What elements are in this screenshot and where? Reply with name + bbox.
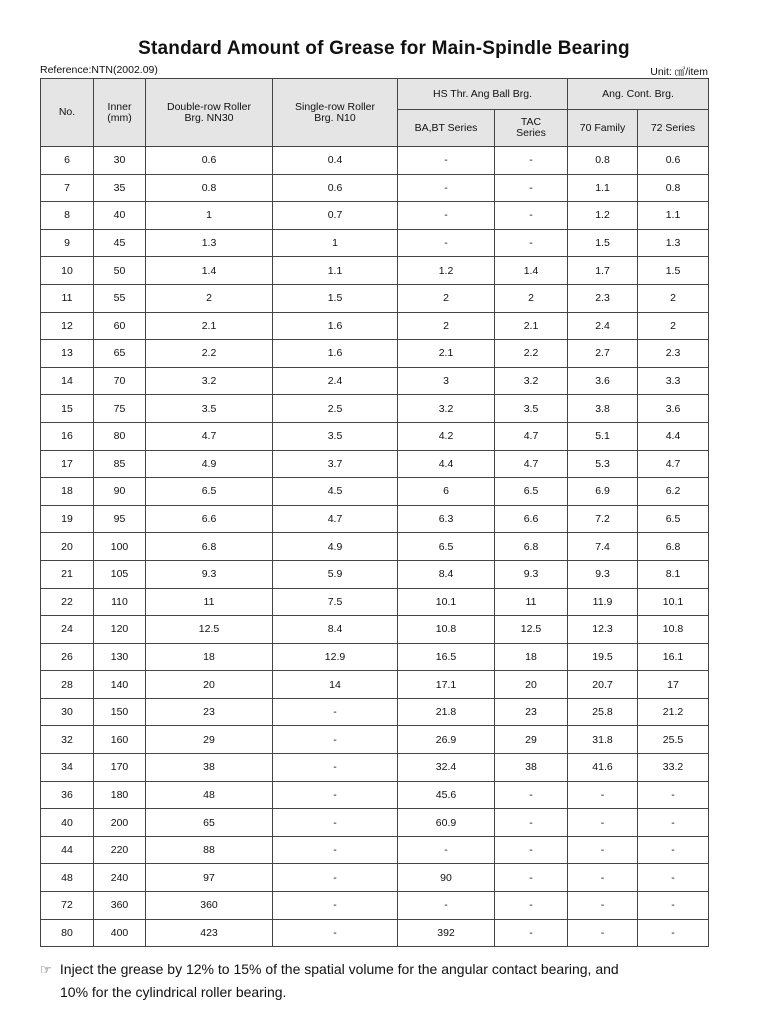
table-cell: 9.3 [146,560,273,588]
table-cell: 6.5 [638,505,709,533]
table-cell: 48 [41,864,94,892]
table-cell: 11 [146,588,273,616]
table-cell: - [273,836,398,864]
table-cell: 6.6 [495,505,568,533]
table-cell: 9 [41,229,94,257]
table-cell: 90 [398,864,495,892]
table-cell: 8.4 [273,616,398,644]
table-cell: 5.9 [273,560,398,588]
table-cell: 4.7 [146,422,273,450]
table-cell: 400 [94,919,146,947]
table-cell: - [398,836,495,864]
table-cell: 65 [146,809,273,837]
table-row [41,726,709,754]
table-cell: 17.1 [398,671,495,699]
table-cell: - [398,147,495,175]
table-cell: 2 [146,284,273,312]
table-cell: 6.2 [638,478,709,506]
table-cell: 8.1 [638,560,709,588]
table-cell: 3 [398,367,495,395]
table-row [41,340,709,368]
table-cell: 6 [41,147,94,175]
table-cell: 3.2 [146,367,273,395]
table-row [41,671,709,699]
table-cell: 1.1 [568,174,638,202]
table-cell: 32 [41,726,94,754]
table-cell: 4.2 [398,422,495,450]
table-cell: 20 [495,671,568,699]
header-inner-line1: Inner [107,100,132,113]
table-cell: 36 [41,781,94,809]
table-cell: 8 [41,202,94,230]
table-cell: - [568,892,638,920]
table-cell: 23 [495,698,568,726]
table-cell: 2 [398,284,495,312]
table-cell: 1.4 [495,257,568,285]
table-row [41,754,709,782]
table-cell: 20 [41,533,94,561]
header-hs-group: HS Thr. Ang Ball Brg. [398,79,568,110]
table-cell: 1.3 [146,229,273,257]
table-cell: 10.1 [638,588,709,616]
table-row [41,616,709,644]
table-row [41,450,709,478]
footnote-line1: Inject the grease by 12% to 15% of the spatial volume for the angular contact bearing, and [59,961,619,977]
table-cell: 65 [94,340,146,368]
table-row [41,478,709,506]
header-nn30 [146,79,273,147]
table-cell: 140 [94,671,146,699]
table-cell: 38 [146,754,273,782]
table-cell: 2.7 [568,340,638,368]
table-cell: 130 [94,643,146,671]
table-cell: 160 [94,726,146,754]
table-cell: 10.1 [398,588,495,616]
table-row [41,174,709,202]
table-cell: 5.1 [568,422,638,450]
table-cell: - [638,892,709,920]
table-cell: 25.5 [638,726,709,754]
table-cell: 7.4 [568,533,638,561]
table-cell: 0.6 [638,147,709,175]
table-row [41,892,709,920]
table-cell: 14 [41,367,94,395]
table-cell: 30 [94,147,146,175]
table-cell: - [638,864,709,892]
table-cell: 60.9 [398,809,495,837]
table-row [41,533,709,561]
table-cell: 1.5 [273,284,398,312]
table-cell: 2.1 [495,312,568,340]
table-cell: - [568,919,638,947]
table-cell: 2.2 [495,340,568,368]
table-cell: 220 [94,836,146,864]
table-cell: 1.2 [398,257,495,285]
header-no: No. [41,79,94,147]
table-cell: 7 [41,174,94,202]
table-cell: 22 [41,588,94,616]
table-cell: 2.2 [146,340,273,368]
table-cell: 6.8 [495,533,568,561]
table-cell: 3.5 [146,395,273,423]
table-cell: 4.5 [273,478,398,506]
table-cell: 4.9 [273,533,398,561]
table-row [41,560,709,588]
table-cell: 25.8 [568,698,638,726]
table-cell: 4.7 [495,450,568,478]
table-cell: 45 [94,229,146,257]
table-cell: 4.7 [495,422,568,450]
table-cell: 2.3 [638,340,709,368]
table-cell: 3.5 [273,422,398,450]
table-cell: 2 [638,284,709,312]
table-cell: 4.7 [638,450,709,478]
table-cell: - [568,809,638,837]
table-cell: - [495,202,568,230]
table-cell: 1.2 [568,202,638,230]
table-cell: 3.7 [273,450,398,478]
header-tac [495,110,568,147]
table-header [41,79,709,147]
table-cell: - [638,836,709,864]
table-cell: 29 [495,726,568,754]
table-cell: 0.8 [146,174,273,202]
table-cell: 30 [41,698,94,726]
table-cell: - [398,174,495,202]
table-cell: 26 [41,643,94,671]
table-cell: 2.5 [273,395,398,423]
pointing-hand-icon: ☞ [40,962,52,977]
table-cell: 105 [94,560,146,588]
table-cell: 1.6 [273,312,398,340]
table-cell: 360 [146,892,273,920]
table-cell: 3.5 [495,395,568,423]
table-cell: 90 [94,478,146,506]
table-cell: 423 [146,919,273,947]
table-cell: - [568,864,638,892]
table-cell: - [273,754,398,782]
table-cell: 6.5 [146,478,273,506]
table-row [41,312,709,340]
table-cell: 9.3 [568,560,638,588]
table-cell: 1.7 [568,257,638,285]
table-cell: 16 [41,422,94,450]
table-cell: 15 [41,395,94,423]
table-cell: 20.7 [568,671,638,699]
table-cell: 360 [94,892,146,920]
table-cell: 7.5 [273,588,398,616]
table-cell: - [273,892,398,920]
table-cell: 20 [146,671,273,699]
header-72-series: 72 Series [638,110,709,147]
table-cell: - [398,202,495,230]
table-body [41,147,709,947]
table-cell: 0.8 [638,174,709,202]
table-cell: - [398,892,495,920]
table-cell: - [495,809,568,837]
table-row [41,836,709,864]
table-cell: 18 [495,643,568,671]
table-cell: - [273,726,398,754]
table-cell: 80 [94,422,146,450]
table-row [41,367,709,395]
table-cell: 240 [94,864,146,892]
table-cell: 0.6 [273,174,398,202]
table-cell: 48 [146,781,273,809]
table-cell: 17 [41,450,94,478]
table-cell: 0.8 [568,147,638,175]
table-cell: 12.5 [146,616,273,644]
table-cell: 12 [41,312,94,340]
table-cell: - [495,781,568,809]
table-cell: 6.6 [146,505,273,533]
header-n10-line2: Brg. N10 [314,111,356,124]
table-cell: - [495,919,568,947]
header-inner-line2: (mm) [107,111,132,124]
page-title: Standard Amount of Grease for Main-Spindle Bearing [138,38,630,59]
table-cell: 0.7 [273,202,398,230]
table-row [41,588,709,616]
table-cell: 3.3 [638,367,709,395]
unit-text: Unit: ㎤/item [650,66,708,78]
table-row [41,505,709,533]
table-cell: 21.8 [398,698,495,726]
table-row [41,229,709,257]
table-cell: - [495,147,568,175]
table-cell: 1.1 [638,202,709,230]
table-cell: 50 [94,257,146,285]
table-cell: 16.1 [638,643,709,671]
table-cell: 4.9 [146,450,273,478]
table-cell: 2 [398,312,495,340]
table-row [41,202,709,230]
table-cell: 97 [146,864,273,892]
table-row [41,698,709,726]
table-cell: 150 [94,698,146,726]
table-cell: 6.8 [146,533,273,561]
table-cell: 45.6 [398,781,495,809]
table-cell: 10.8 [398,616,495,644]
table-cell: 12.9 [273,643,398,671]
table-row [41,257,709,285]
table-cell: 180 [94,781,146,809]
table-cell: 6.9 [568,478,638,506]
table-cell: 110 [94,588,146,616]
table-cell: 10.8 [638,616,709,644]
table-cell: - [495,864,568,892]
grease-table [40,78,709,947]
table-row [41,643,709,671]
table-cell: 17 [638,671,709,699]
table-cell: 100 [94,533,146,561]
header-ang-group: Ang. Cont. Brg. [568,79,709,110]
table-row [41,147,709,175]
table-cell: 28 [41,671,94,699]
table-cell: 2.1 [398,340,495,368]
table-cell: 80 [41,919,94,947]
table-cell: - [568,781,638,809]
table-cell: - [638,919,709,947]
table-cell: 40 [94,202,146,230]
table-row [41,781,709,809]
table-cell: 95 [94,505,146,533]
table-cell: 18 [146,643,273,671]
table-cell: 2.4 [273,367,398,395]
header-tac-line2: Series [516,127,546,139]
table-row [41,864,709,892]
table-cell: 0.6 [146,147,273,175]
table-cell: 4.4 [398,450,495,478]
table-row [41,809,709,837]
table-cell: 6.8 [638,533,709,561]
table-cell: 3.8 [568,395,638,423]
table-cell: 34 [41,754,94,782]
table-cell: 4.4 [638,422,709,450]
table-cell: 41.6 [568,754,638,782]
header-n10-line1: Single-row Roller [295,100,375,113]
table-cell: 1.6 [273,340,398,368]
table-cell: 60 [94,312,146,340]
table-cell: 1.1 [273,257,398,285]
table-cell: - [495,836,568,864]
table-cell: 3.6 [638,395,709,423]
table-row [41,395,709,423]
table-cell: 1 [273,229,398,257]
table-row [41,422,709,450]
table-cell: 3.2 [398,395,495,423]
table-cell: 1.4 [146,257,273,285]
table-cell: 38 [495,754,568,782]
table-row [41,919,709,947]
table-cell: 31.8 [568,726,638,754]
table-cell: 10 [41,257,94,285]
header-nn30-line2: Brg. NN30 [184,111,234,124]
table-cell: 2 [495,284,568,312]
table-cell: 24 [41,616,94,644]
table-cell: 6.3 [398,505,495,533]
table-cell: 2 [638,312,709,340]
table-cell: - [638,781,709,809]
table-cell: 11 [41,284,94,312]
table-cell: 40 [41,809,94,837]
table-cell: 8.4 [398,560,495,588]
table-cell: 2.4 [568,312,638,340]
table-cell: 19 [41,505,94,533]
table-cell: 2.3 [568,284,638,312]
table-cell: 75 [94,395,146,423]
table-cell: 12.5 [495,616,568,644]
header-babt: BA,BT Series [398,110,495,147]
table-cell: 3.6 [568,367,638,395]
table-cell: 200 [94,809,146,837]
header-n10 [273,79,398,147]
table-cell: - [638,809,709,837]
table-cell: - [273,864,398,892]
table-cell: 1.5 [568,229,638,257]
table-cell: 29 [146,726,273,754]
table-cell: 0.4 [273,147,398,175]
table-cell: 11 [495,588,568,616]
table-cell: 26.9 [398,726,495,754]
header-inner [94,79,146,147]
table-cell: 9.3 [495,560,568,588]
header-tac-line1: TAC [520,116,542,128]
table-row [41,284,709,312]
table-cell: 12.3 [568,616,638,644]
reference-text: Reference:NTN(2002.09) [40,64,158,76]
table-cell: - [495,174,568,202]
table-cell: - [273,698,398,726]
table-cell: 3.2 [495,367,568,395]
table-cell: - [495,229,568,257]
footnote-line2: 10% for the cylindrical roller bearing. [60,984,287,1000]
table-cell: - [398,229,495,257]
table-cell: - [495,892,568,920]
table-cell: 13 [41,340,94,368]
table-cell: 5.3 [568,450,638,478]
table-cell: - [273,919,398,947]
header-70-family: 70 Family [568,110,638,147]
table-cell: 11.9 [568,588,638,616]
table-cell: 55 [94,284,146,312]
table-cell: 23 [146,698,273,726]
table-cell: 2.1 [146,312,273,340]
table-cell: 19.5 [568,643,638,671]
table-cell: - [273,809,398,837]
table-cell: 16.5 [398,643,495,671]
table-cell: - [568,836,638,864]
table-cell: 392 [398,919,495,947]
table-cell: 21.2 [638,698,709,726]
table-cell: 120 [94,616,146,644]
table-cell: 32.4 [398,754,495,782]
table-cell: 7.2 [568,505,638,533]
table-cell: 1 [146,202,273,230]
table-cell: 18 [41,478,94,506]
table-cell: 44 [41,836,94,864]
footnote [40,958,740,1003]
table-cell: 35 [94,174,146,202]
table-cell: 6 [398,478,495,506]
table-cell: - [273,781,398,809]
table-cell: 6.5 [398,533,495,561]
table-cell: 4.7 [273,505,398,533]
table-cell: 6.5 [495,478,568,506]
table-cell: 88 [146,836,273,864]
table-cell: 170 [94,754,146,782]
table-cell: 70 [94,367,146,395]
table-cell: 33.2 [638,754,709,782]
table-cell: 14 [273,671,398,699]
table-cell: 21 [41,560,94,588]
table-cell: 1.5 [638,257,709,285]
table-cell: 85 [94,450,146,478]
table-cell: 1.3 [638,229,709,257]
table-cell: 72 [41,892,94,920]
header-nn30-line1: Double-row Roller [166,100,252,113]
